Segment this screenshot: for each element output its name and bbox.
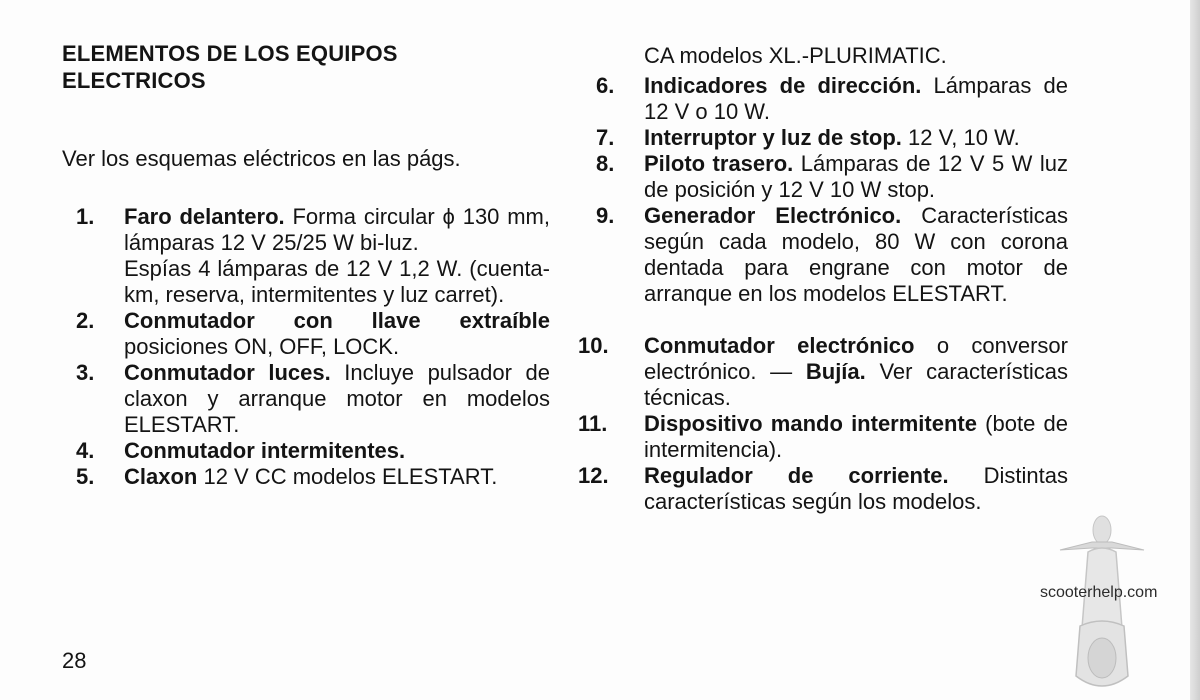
item-extra-text: Espías 4 lámparas de 12 V 1,2 W. (cuenta-km, reserva, intermitentes y luz carret). — [124, 256, 550, 307]
item-number: 6. — [596, 73, 615, 98]
item-text: Distintas características según los modelos. — [644, 463, 1068, 514]
list-item — [578, 125, 1068, 151]
page-edge — [1190, 0, 1200, 700]
item-text: o conversor electrónico. — — [644, 333, 1068, 384]
item-heading: Faro delantero. — [124, 204, 285, 229]
item-number: 9. — [596, 203, 615, 228]
item-text: Lámparas de 12 V o 10 W. — [644, 73, 1068, 124]
item-heading: Conmutador con llave extraíble — [124, 308, 550, 333]
item-body — [644, 411, 1068, 463]
item-text: (bote de intermitencia). — [644, 411, 1068, 462]
item-heading: Dispositivo mando intermitente — [644, 411, 977, 436]
list-item — [578, 73, 1068, 125]
item-body — [124, 464, 550, 490]
item-number: 4. — [76, 438, 95, 463]
item-body — [124, 308, 550, 360]
item-number: 11. — [578, 411, 608, 436]
item-body — [644, 125, 1068, 151]
item-body — [644, 463, 1068, 515]
item-body — [124, 204, 550, 308]
item-heading: Regulador de corriente. — [644, 463, 949, 488]
item-number: 12. — [578, 463, 609, 488]
watermark-text: scooterhelp.com — [1040, 584, 1158, 601]
continued-text: CA modelos XL.-PLURIMATIC. — [644, 43, 947, 68]
item-body — [644, 73, 1068, 125]
item-number: 2. — [76, 308, 95, 333]
list-item — [62, 438, 550, 464]
item-heading: Piloto trasero. — [644, 151, 794, 176]
item-heading-secondary: Bujía. — [792, 359, 866, 384]
list-item — [578, 411, 1068, 463]
item-text-secondary: Ver características técnicas. — [644, 359, 1068, 410]
list-item — [62, 204, 550, 308]
item-heading: Conmutador intermitentes. — [124, 438, 406, 463]
item-body — [644, 333, 1068, 411]
item-heading: Conmutador luces. — [124, 360, 331, 385]
list-item — [62, 360, 550, 438]
item-number: 8. — [596, 151, 615, 176]
item-heading: Claxon — [124, 464, 198, 489]
item-body — [644, 151, 1068, 203]
item-heading: Conmutador electrónico — [644, 333, 915, 358]
right-item-list — [578, 73, 1068, 515]
item-number: 5. — [76, 464, 95, 489]
page-number: 28 — [62, 648, 87, 673]
item-heading: Interruptor y luz de stop. — [644, 125, 902, 150]
item-text: posiciones ON, OFF, LOCK. — [124, 334, 400, 359]
list-item — [578, 463, 1068, 515]
list-item — [578, 151, 1068, 203]
section-title: ELEMENTOS DE LOS EQUIPOS ELECTRICOS — [62, 41, 398, 93]
intro-text: Ver los esquemas eléctricos en las págs. — [62, 146, 461, 171]
item-text: 12 V, 10 W. — [901, 125, 1020, 150]
item-number: 3. — [76, 360, 95, 385]
item-number: 7. — [596, 125, 615, 150]
item-text: Incluye pulsador de claxon y arranque motor en modelos ELESTART. — [124, 360, 551, 437]
item-number: 10. — [578, 333, 609, 358]
item-body — [124, 438, 550, 464]
item-text: Lámparas de 12 V 5 W luz de posición y 12 V 10 W stop. — [644, 151, 1068, 202]
list-item — [578, 203, 1068, 307]
item-body — [124, 360, 550, 438]
item-text: 12 V CC modelos ELESTART. — [197, 464, 498, 489]
list-item — [578, 333, 1068, 411]
item-body — [644, 203, 1068, 307]
item-text: Forma circular ϕ 130 mm, lámparas 12 V 25/25 W bi-luz. — [124, 204, 550, 255]
item-heading: Indicadores de dirección. — [644, 73, 922, 98]
list-item — [62, 464, 550, 490]
list-item — [62, 308, 550, 360]
item-number: 1. — [76, 204, 95, 229]
scooter-logo-icon — [1052, 508, 1152, 698]
left-item-list — [62, 204, 550, 490]
item-heading: Generador Electrónico. — [644, 203, 902, 228]
item-text: Características según cada modelo, 80 W con corona dentada para engrane con motor de arranque en los modelos ELESTART. — [644, 203, 1068, 306]
